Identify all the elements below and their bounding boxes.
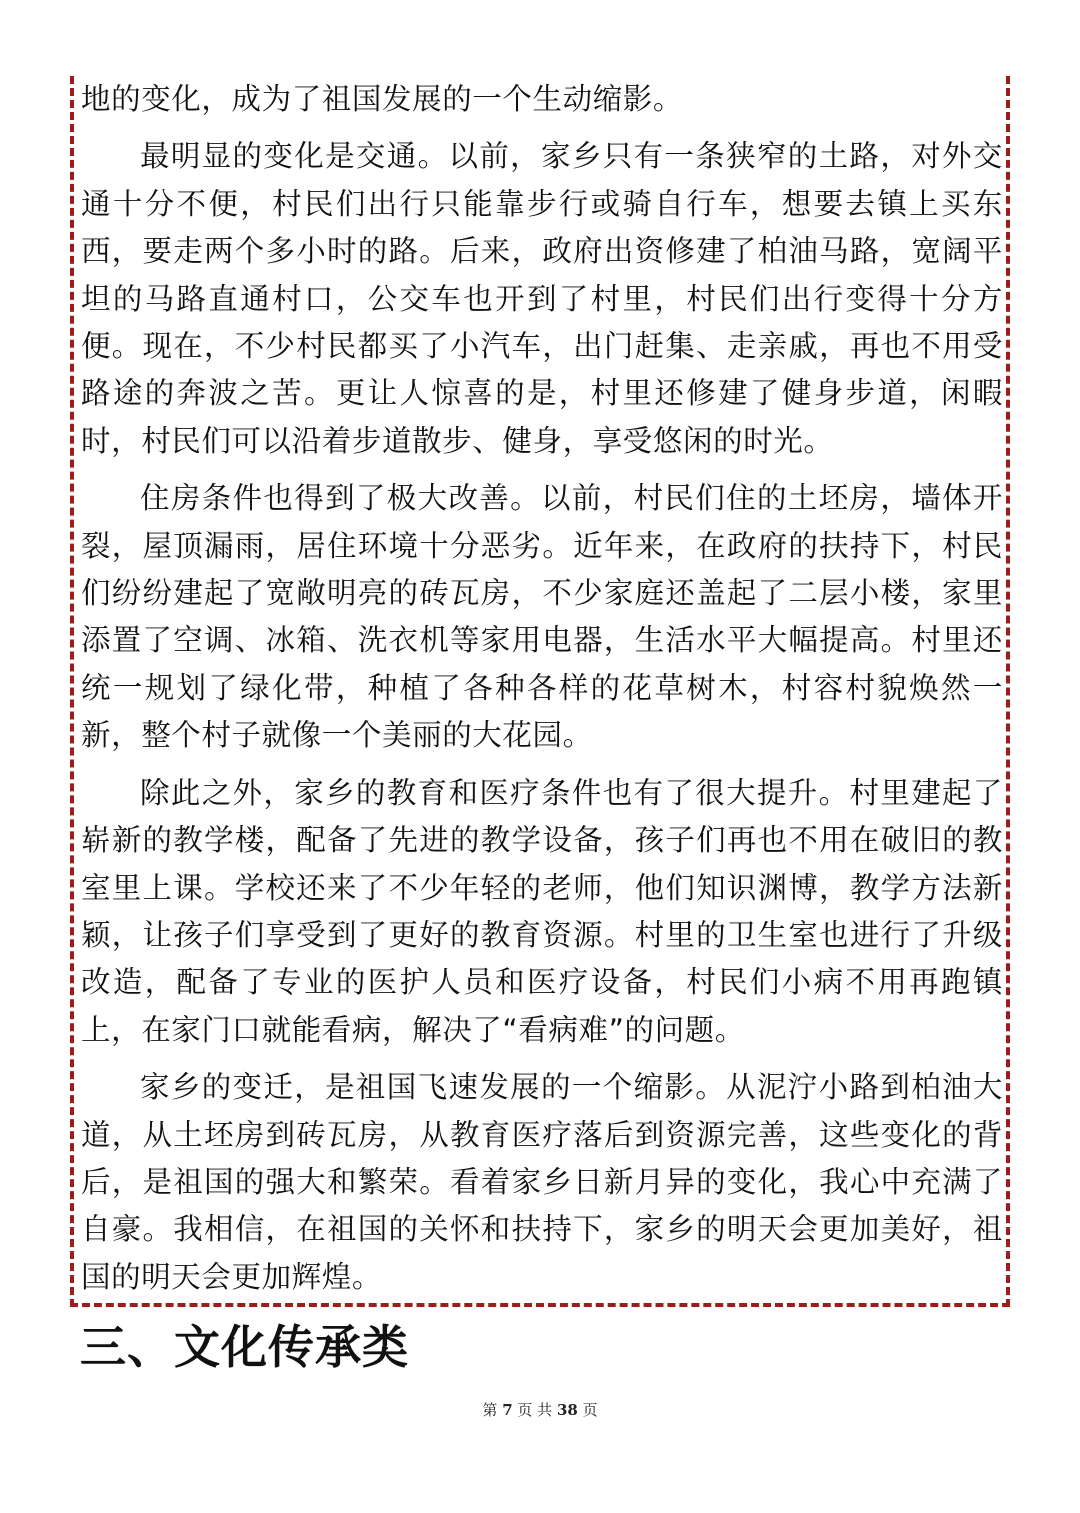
current-page-number: 7 bbox=[502, 1401, 513, 1419]
total-pages-number: 38 bbox=[556, 1401, 578, 1419]
essay-paragraph-continued: 地的变化，成为了祖国发展的一个生动缩影。 bbox=[81, 82, 684, 116]
essay-paragraph-transport: 最明显的变化是交通。以前，家乡只有一条狭窄的土路，对外交通十分不便，村民们出行只能靠步行或骑自行车，想要去镇上买东西，要走两个多小时的路。后来，政府出资修建了柏油马路，宽阔平坦的马路直通村口，公交车也开到了村里，村民们出行变得十分方便。现在，不少村民都买了小汽车，出门赶集、走亲戚，再也不用受路途的奔波之苦。更让人惊喜的是，村里还修建了健身步道，闲暇时，村民们可以沿着步道散步、健身，享受悠闲的时光。 bbox=[81, 139, 1003, 458]
essay-paragraph-conclusion: 家乡的变迁，是祖国飞速发展的一个缩影。从泥泞小路到柏油大道，从土坯房到砖瓦房，从教育医疗落后到资源完善，这些变化的背后，是祖国的强大和繁荣。看着家乡日新月异的变化，我心中充满了自豪。我相信，在祖国的关怀和扶持下，家乡的明天会更加美好，祖国的明天会更加辉煌。 bbox=[81, 1070, 1003, 1294]
footer-middle: 页 共 bbox=[512, 1401, 557, 1419]
essay-body bbox=[81, 76, 1003, 1301]
section-heading: 三、文化传承类 bbox=[80, 1320, 409, 1374]
page-footer bbox=[0, 1398, 1080, 1422]
footer-prefix: 第 bbox=[482, 1401, 503, 1419]
footer-suffix: 页 bbox=[577, 1401, 598, 1419]
essay-paragraph-housing: 住房条件也得到了极大改善。以前，村民们住的土坯房，墙体开裂，屋顶漏雨，居住环境十分恶劣。近年来，在政府的扶持下，村民们纷纷建起了宽敞明亮的砖瓦房，不少家庭还盖起了二层小楼，家里添置了空调、冰箱、洗衣机等家用电器，生活水平大幅提高。村里还统一规划了绿化带，种植了各种各样的花草树木，村容村貌焕然一新，整个村子就像一个美丽的大花园。 bbox=[81, 481, 1003, 753]
essay-paragraph-education-medical: 除此之外，家乡的教育和医疗条件也有了很大提升。村里建起了崭新的教学楼，配备了先进的教学设备，孩子们再也不用在破旧的教室里上课。学校还来了不少年轻的老师，他们知识渊博，教学方法新颖，让孩子们享受到了更好的教育资源。村里的卫生室也进行了升级改造，配备了专业的医护人员和医疗设备，村民们小病不用再跑镇上，在家门口就能看病，解决了“看病难”的问题。 bbox=[81, 775, 1003, 1047]
